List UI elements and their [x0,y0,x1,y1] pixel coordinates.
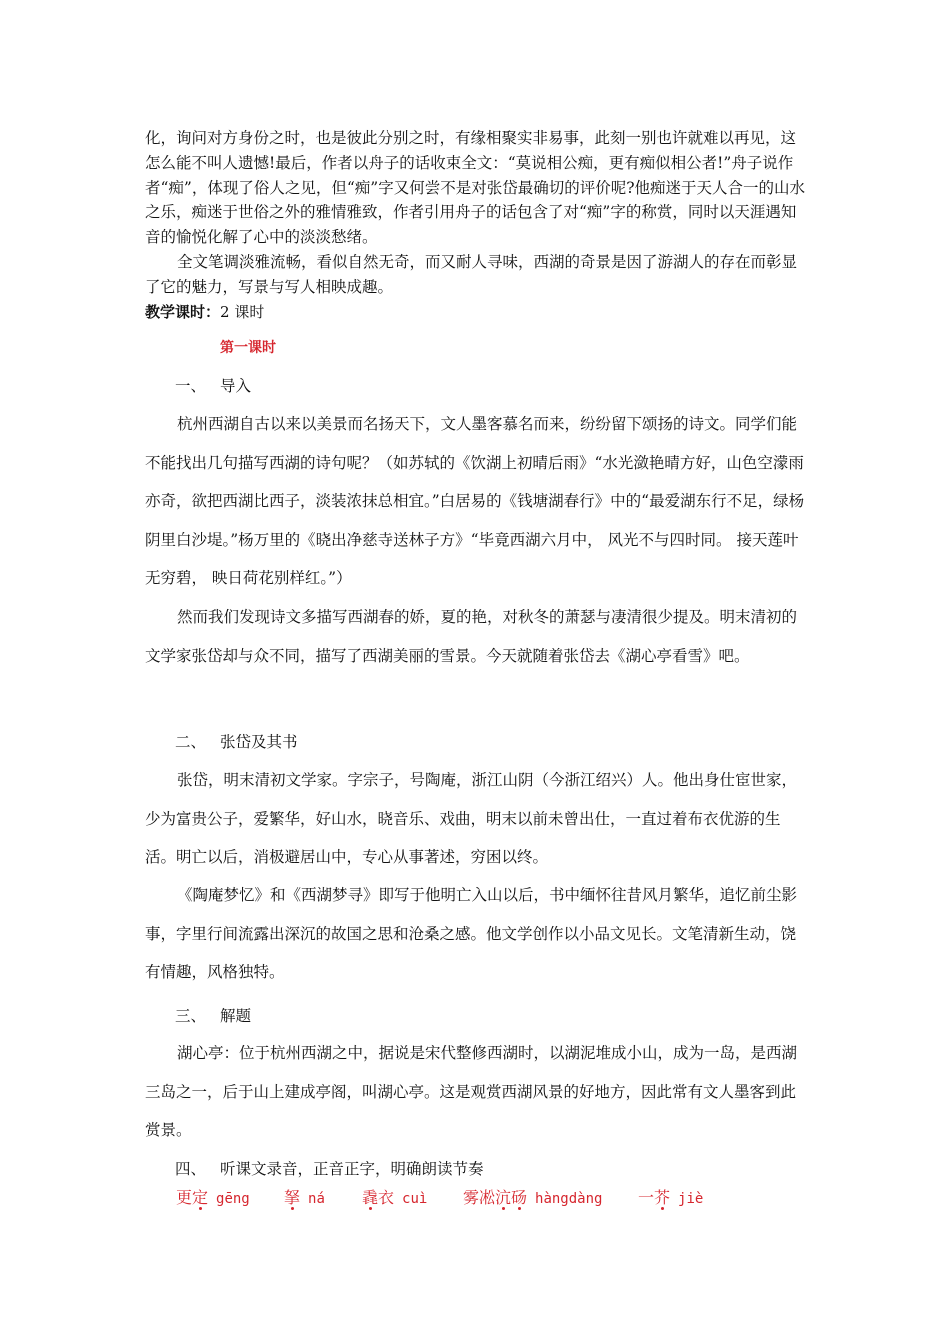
emphasis-dot [502,1207,505,1210]
emphasis-dot [661,1207,664,1210]
section-title: 听课文录音，正音正字，明确朗读节奏 [220,1160,484,1178]
section-number: 三、 [175,1007,207,1025]
section-heading-author [175,730,298,754]
vocab-item [463,1186,602,1211]
teaching-hours-value: 2 课时 [220,303,265,321]
vocab-word: 雾凇沆砀 [463,1188,528,1207]
vocabulary-list [176,1186,816,1216]
section-title: 解题 [220,1007,252,1025]
section-number: 二、 [175,733,207,751]
emphasis-dot [291,1207,294,1210]
section-number: 一、 [175,377,207,395]
section-number: 四、 [175,1160,207,1178]
vocab-word: 拏 [284,1188,301,1207]
vocab-word: 毳衣 [362,1188,395,1207]
emphasis-dot [518,1207,521,1210]
section-paragraph: 杭州西湖自古以来以美景而名扬天下，文人墨客慕名而来，纷纷留下颂扬的诗文。同学们能不能找出几句描写西湖的诗句呢？（如苏轼的《饮湖上初晴后雨》“水光潋艳晴方好，山色空濛雨亦奇，欲把西湖比西子，淡装浓抹总相宜。”白居易的《钱塘湖春行》中的“最爱湖东行不足，绿杨阴里白沙堤。”杨万里的《晓出净慈寺送林子方》“毕竟西湖六月中， 风光不与四时同。 接天莲叶无穷碧， 映日荷花别样红。”） [145,415,805,588]
vocab-pinyin: jiè [678,1191,704,1207]
intro-paragraph-1: 化，询问对方身份之时，也是彼此分别之时，有缘相聚实非易事，此刻一别也许就难以再见，这怎么能不叫人遗憾!最后，作者以舟子的话收束全文：“莫说相公痴，更有痴似相公者!”舟子说作者“痴”，体现了俗人之见，但“痴”字又何尝不是对张岱最确切的评价呢?他痴迷于天人合一的山水之乐，痴迷于世俗之外的雅情雅致，作者引用舟子的话包含了对“痴”字的称赏，同时以天涯遇知音的愉悦化解了心中的淡淡愁绪。 [145,129,806,247]
section-paragraph: 湖心亭：位于杭州西湖之中，据说是宋代整修西湖时，以湖泥堆成小山，成为一岛，是西湖三岛之一，后于山上建成亭阁，叫湖心亭。这是观赏西湖风景的好地方，因此常有文人墨客到此赏景。 [145,1044,798,1140]
vocab-pinyin: cuì [402,1191,428,1207]
lesson-title: 第一课时 [220,340,276,356]
section-paragraph: 《陶庵梦忆》和《西湖梦寻》即写于他明亡入山以后，书中缅怀往昔风月繁华，追忆前尘影事，字里行间流露出深沉的故国之思和沧桑之感。他文学创作以小品文见长。文笔清新生动，饶有情趣，风格独特。 [145,886,798,982]
teaching-hours-label: 教学课时： [145,303,221,321]
vocab-item [284,1186,325,1211]
emphasis-dot [199,1207,202,1210]
section-heading-title-explanation [175,1004,251,1028]
section-paragraph: 张岱，明末清初文学家。字宗子，号陶庵，浙江山阴（今浙江绍兴）人。他出身仕宦世家，少为富贵公子，爱繁华，好山水，晓音乐、戏曲，明末以前未曾出仕，一直过着布衣优游的生活。明亡以后，消极避居山中，专心从事著述，穷困以终。 [145,771,798,867]
vocab-item [638,1186,703,1211]
section-paragraph: 然而我们发现诗文多描写西湖春的娇，夏的艳，对秋冬的萧瑟与凄清很少提及。明末清初的文学家张岱却与众不同，描写了西湖美丽的雪景。今天就随着张岱去《湖心亭看雪》吧。 [145,608,798,665]
emphasis-dot [369,1207,372,1210]
teaching-hours [145,300,264,324]
section-title: 导入 [220,377,252,395]
vocab-item [176,1186,250,1211]
vocab-item [362,1186,427,1211]
vocab-pinyin: hàngdàng [535,1191,603,1207]
vocab-pinyin: gēng [216,1191,250,1207]
vocab-word: 一芥 [638,1188,671,1207]
section-heading-listening [175,1157,484,1181]
section-heading-intro [175,374,251,398]
vocab-word: 更定 [176,1188,209,1207]
intro-paragraph-2: 全文笔调淡雅流畅，看似自然无奇，而又耐人寻味，西湖的奇景是因了游湖人的存在而彰显了它的魅力，写景与写人相映成趣。 [145,253,798,296]
vocab-pinyin: ná [308,1191,325,1207]
section-title: 张岱及其书 [220,733,298,751]
